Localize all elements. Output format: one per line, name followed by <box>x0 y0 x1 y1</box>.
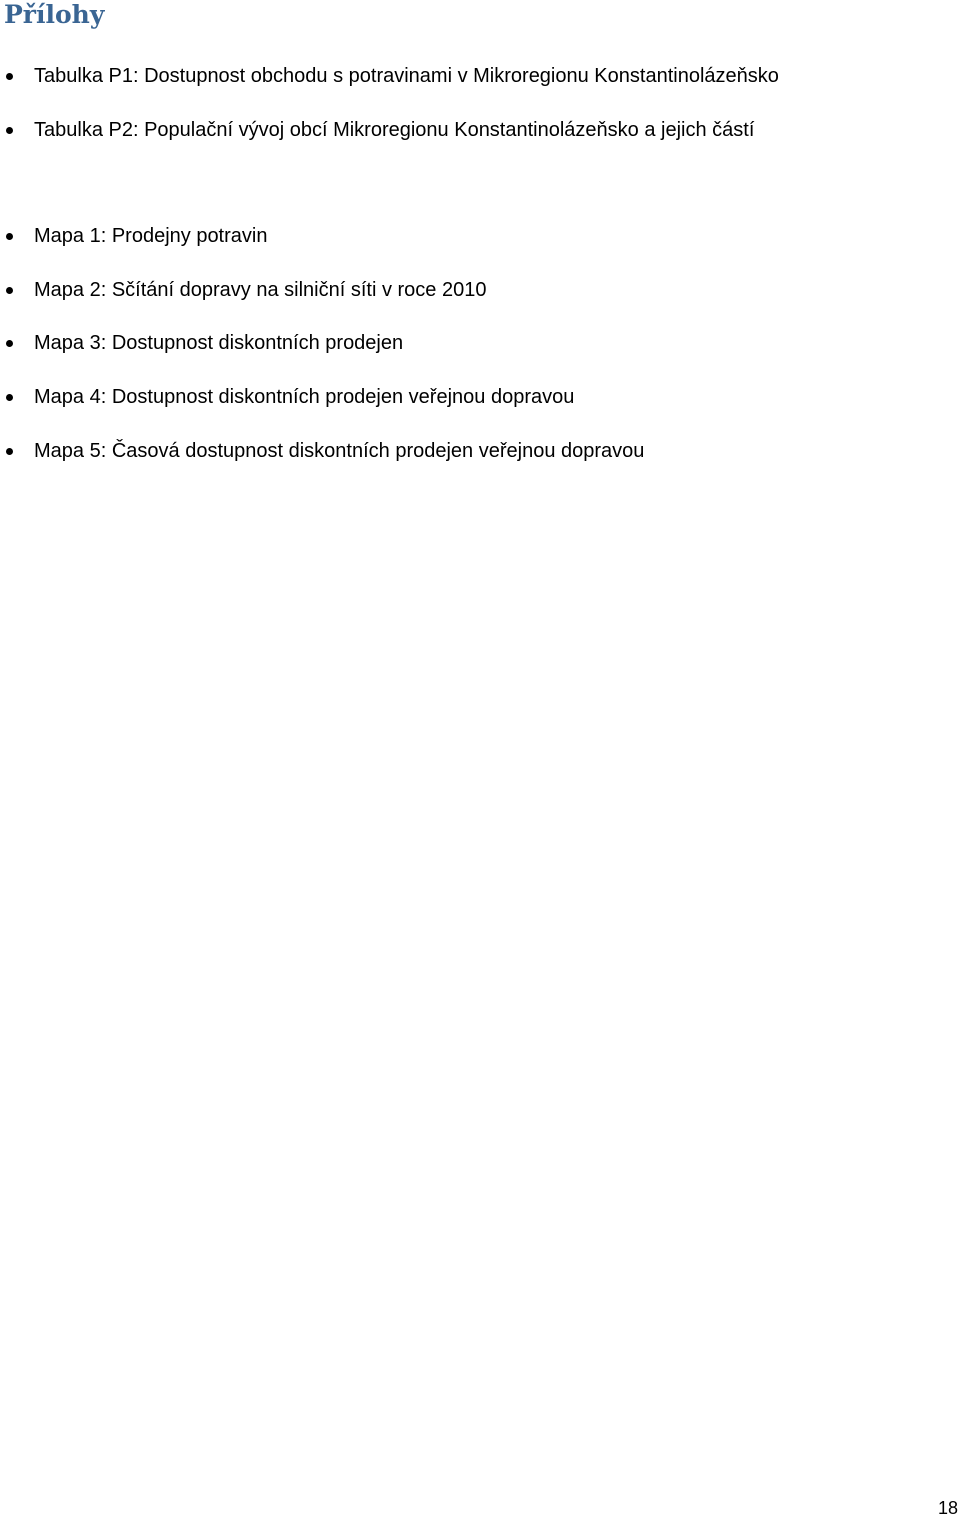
bullet-icon <box>6 340 13 347</box>
list-item-text: Mapa 1: Prodejny potravin <box>34 225 268 247</box>
list-item-text: Mapa 2: Sčítání dopravy na silniční síti v roce 2010 <box>34 279 487 301</box>
bullet-icon <box>6 448 13 455</box>
list-item-text: Mapa 5: Časová dostupnost diskontních prodejen veřejnou dopravou <box>34 440 645 462</box>
list-item-text: Tabulka P2: Populační vývoj obcí Mikroregionu Konstantinolázeňsko a jejich částí <box>34 119 755 141</box>
list-item-text: Tabulka P1: Dostupnost obchodu s potravinami v Mikroregionu Konstantinolázeňsko <box>34 65 779 87</box>
bullet-icon <box>6 127 13 134</box>
bullet-icon <box>6 394 13 401</box>
list-item-text: Mapa 4: Dostupnost diskontních prodejen veřejnou dopravou <box>34 386 575 408</box>
list-item-text: Mapa 3: Dostupnost diskontních prodejen <box>34 332 404 354</box>
page-heading: Přílohy <box>4 0 105 29</box>
bullet-icon <box>6 287 13 294</box>
bullet-icon <box>6 73 13 80</box>
page-number: 18 <box>937 1498 958 1518</box>
bullet-icon <box>6 233 13 240</box>
